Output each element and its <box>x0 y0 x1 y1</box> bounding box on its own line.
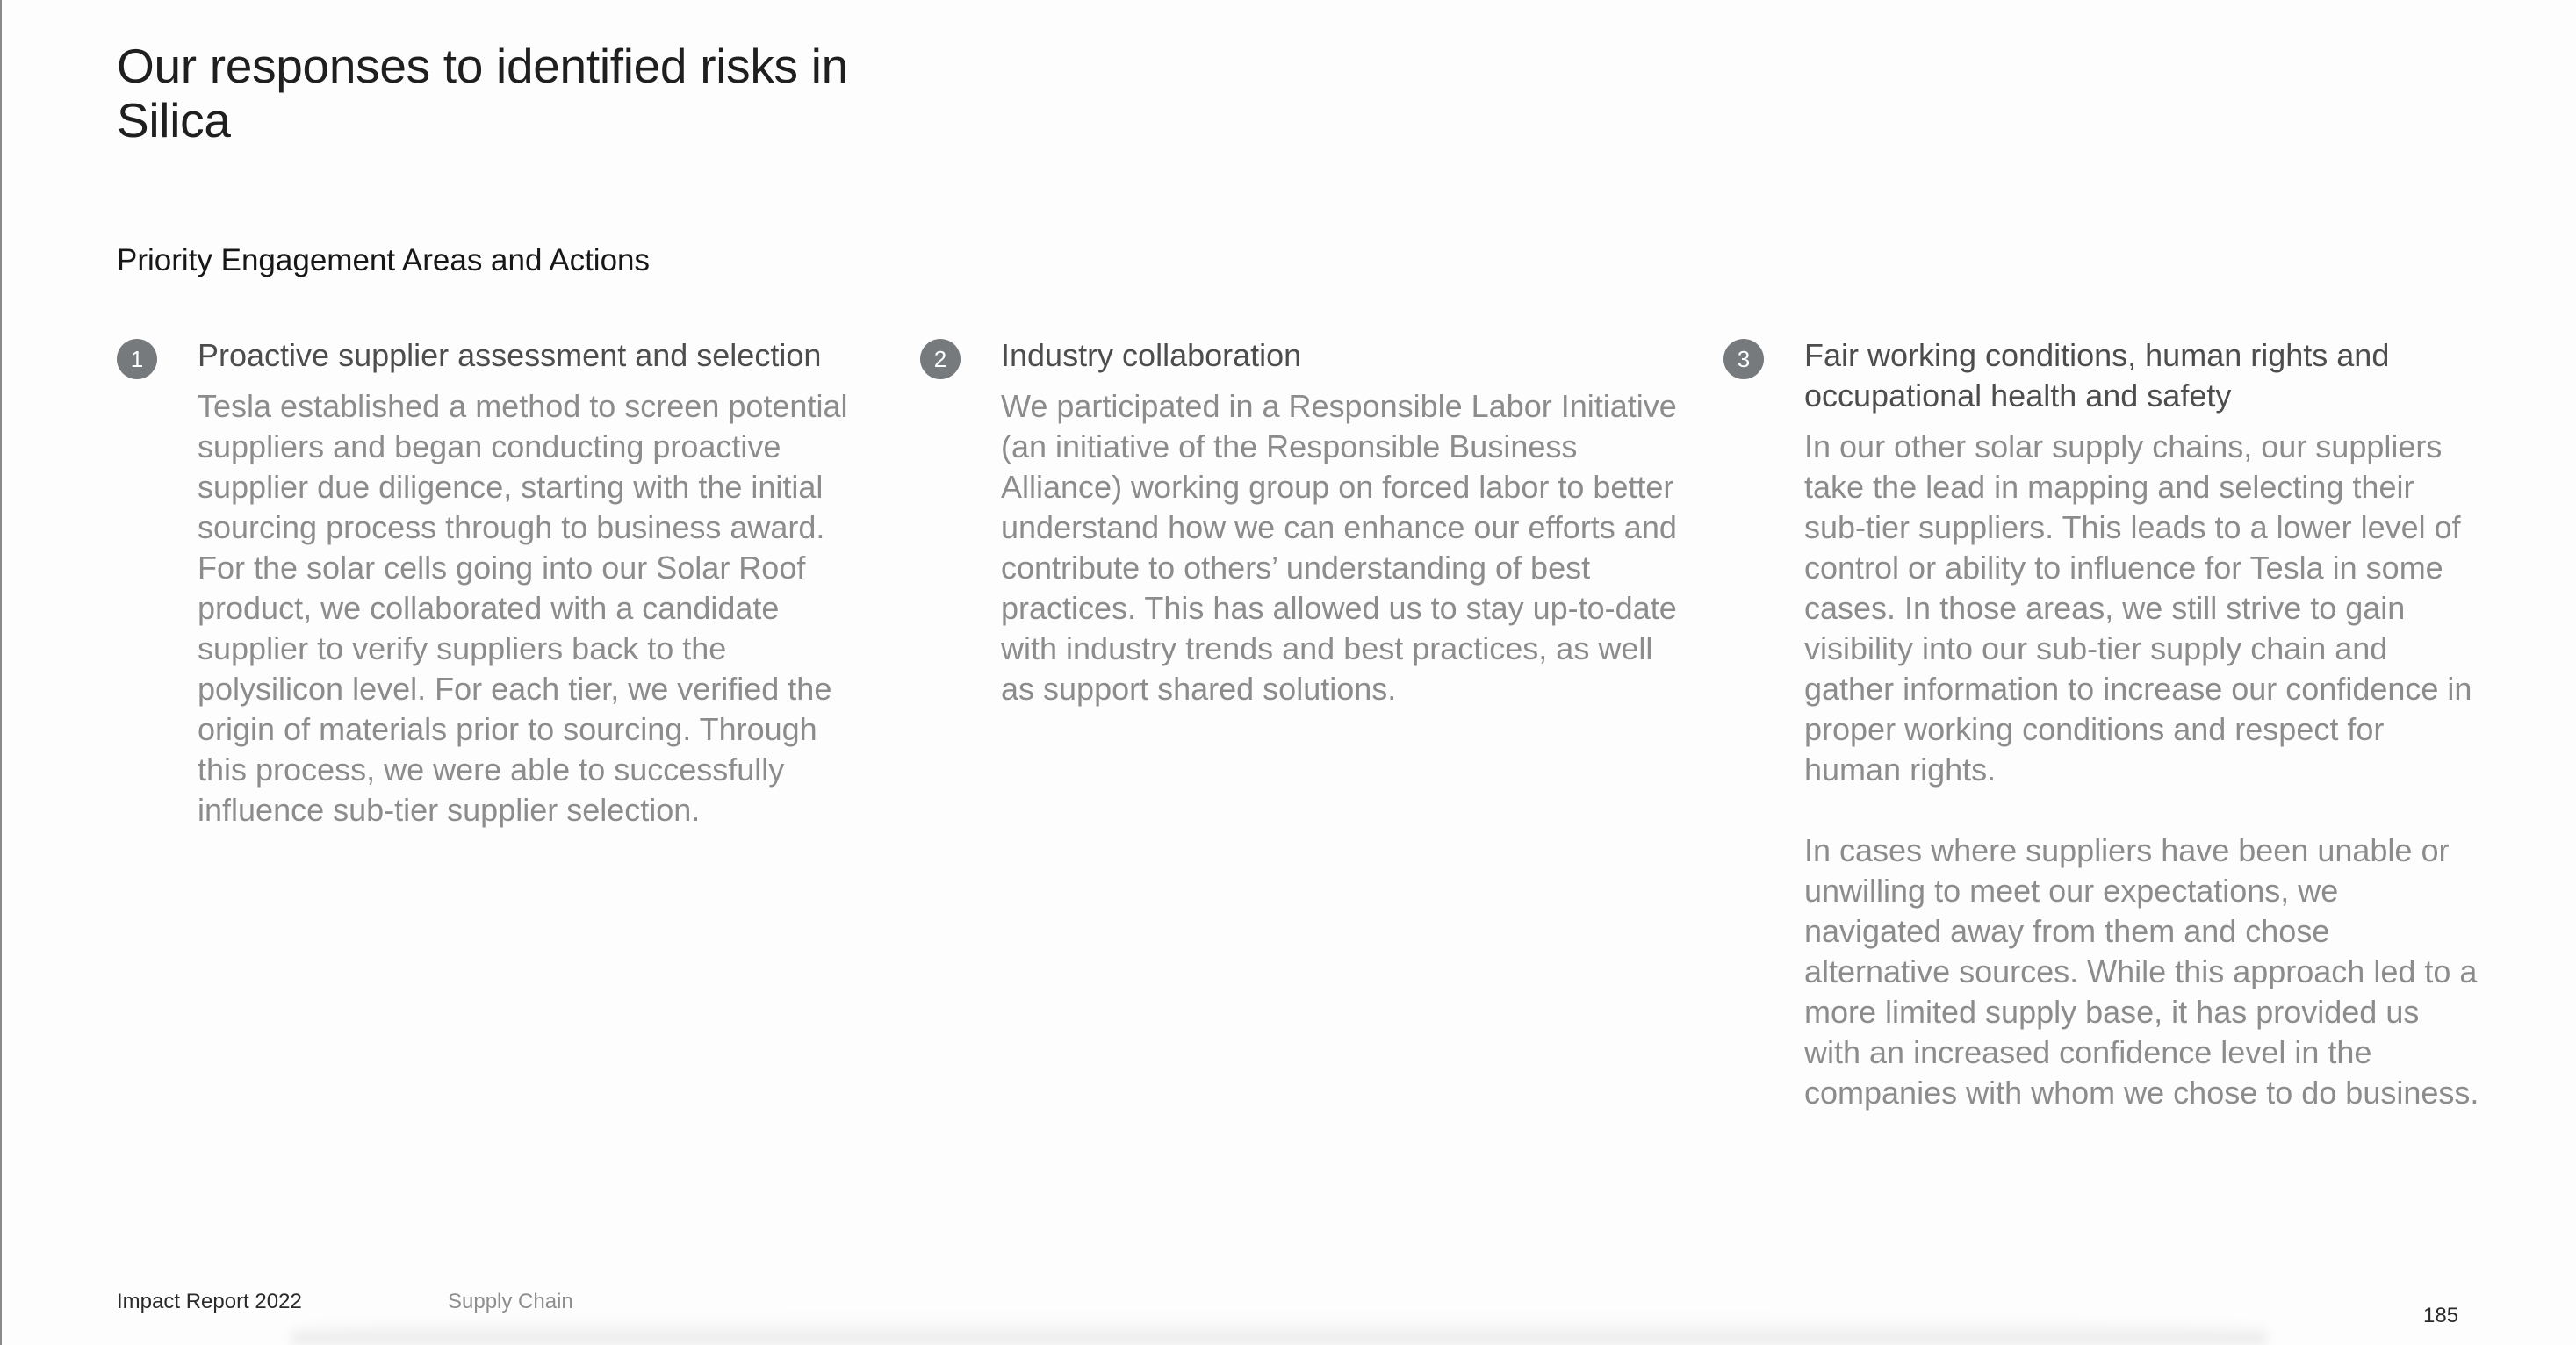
engagement-area-paragraph: We participated in a Responsible Labor Initiative (an initiative of the Responsible Business Alliance) working group on forced labor to better understand how we can enhance our efforts and contribute to others’ understanding of best practices. This has allowed us to stay up-to-date with industry trends and best practices, as well as support shared solutions. <box>1001 388 1677 707</box>
page-bottom-shadow <box>291 1315 2267 1345</box>
engagement-area-content <box>1001 335 1677 709</box>
engagement-area-1 <box>117 335 848 871</box>
engagement-area-title: Industry collaboration <box>1001 337 1302 373</box>
engagement-area-content <box>1804 335 2480 1113</box>
number-badge: 1 <box>117 339 157 379</box>
engagement-area-paragraph: Tesla established a method to screen potential suppliers and began conducting proactive supplier due diligence, starting with the initial sourcing process through to business award. For the solar cells going into our Solar Roof product, we collaborated with a candidate supplier to verify suppliers back to the polysilicon level. For each tier, we verified the origin of materials prior to sourcing. Through this process, we were able to successfully influence sub-tier supplier selection. <box>198 388 848 828</box>
page-title: Our responses to identified risks in Silica <box>117 39 848 147</box>
number-badge: 2 <box>920 339 961 379</box>
engagement-area-paragraph: In our other solar supply chains, our suppliers take the lead in mapping and selecting their sub-tier suppliers. This leads to a lower level of control or ability to influence for Tesla in some cases. In those areas, we still strive to gain visibility into our sub-tier supply chain and gather information to increase our confidence in proper working conditions and respect for human rights. <box>1804 428 2472 788</box>
engagement-area-paragraph: In cases where suppliers have been unable or unwilling to meet our expectations, we navigated away from them and chose alternative sources. While this approach led to a more limited supply base, it has provided us with an increased confidence level in the companies with whom we chose to do business. <box>1804 832 2479 1111</box>
page-number: 185 <box>2423 1304 2459 1327</box>
section-heading: Priority Engagement Areas and Actions <box>117 243 651 277</box>
engagement-area-2 <box>920 335 1677 750</box>
footer-report-name: Impact Report 2022 <box>117 1290 302 1313</box>
footer-section-name: Supply Chain <box>448 1290 573 1313</box>
engagement-area-title: Proactive supplier assessment and selection <box>198 337 822 373</box>
engagement-area-title: Fair working conditions, human rights and occupational health and safety <box>1804 337 2390 414</box>
number-badge: 3 <box>1723 339 1764 379</box>
engagement-area-content <box>198 335 874 831</box>
engagement-area-3 <box>1723 335 2479 1154</box>
